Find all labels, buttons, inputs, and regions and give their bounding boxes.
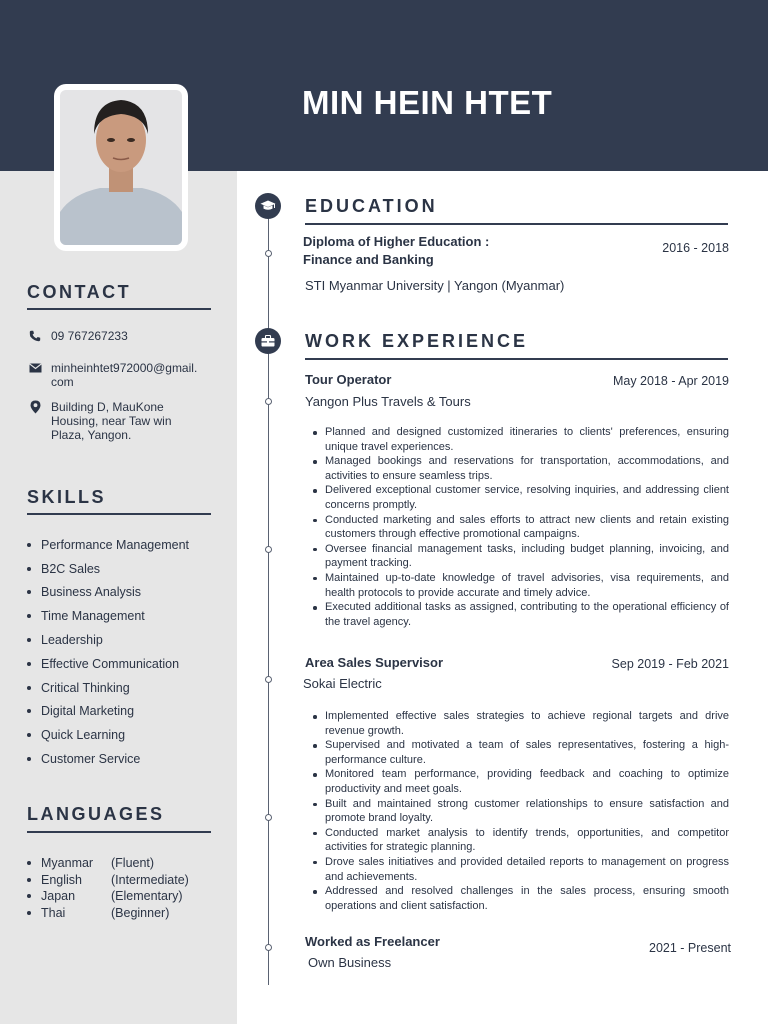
job-dates: 2021 - Present — [649, 941, 731, 955]
languages-list — [27, 855, 189, 921]
work-experience-heading: WORK EXPERIENCE — [305, 331, 529, 351]
responsibility-item: Planned and designed customized itineraries to clients' preferences, ensuring unique travel experiences. — [310, 425, 729, 454]
profile-photo — [60, 90, 182, 245]
job-title: Area Sales Supervisor — [305, 655, 444, 670]
timeline-dot — [265, 676, 272, 683]
email-line-2: com — [51, 375, 74, 389]
location-pin-icon — [27, 400, 43, 414]
skills-heading: SKILLS — [27, 487, 107, 507]
work-node — [255, 328, 281, 354]
skill-item: Leadership — [27, 628, 189, 652]
language-level: (Beginner) — [111, 905, 170, 920]
degree-line-2: Finance and Banking — [303, 252, 434, 267]
work-divider — [305, 358, 728, 360]
degree-title — [303, 233, 489, 269]
timeline-dot — [265, 546, 272, 553]
skills-divider — [27, 513, 211, 515]
responsibility-item: Conducted market analysis to identify trends, opportunities, and competitor activities for strategic planning. — [310, 826, 729, 855]
responsibility-item: Oversee financial management tasks, including budget planning, invoicing, and payment tracking. — [310, 542, 729, 571]
timeline-dot — [265, 250, 272, 257]
skill-item: Quick Learning — [27, 723, 189, 747]
address-line-3: Plaza, Yangon. — [51, 428, 132, 442]
timeline-dot — [265, 814, 272, 821]
address-line-2: Housing, near Taw win — [51, 414, 172, 428]
responsibility-item: Drove sales initiatives and provided detailed reports to management on progress and achievements. — [310, 855, 729, 884]
skill-item: Customer Service — [27, 747, 189, 771]
contact-phone — [27, 329, 217, 343]
responsibility-item: Delivered exceptional customer service, resolving inquiries, and addressing client concerns promptly. — [310, 483, 729, 512]
profile-photo-frame — [54, 84, 188, 251]
language-level: (Intermediate) — [111, 872, 189, 887]
phone-text: 09 767267233 — [51, 329, 128, 343]
skill-item: Critical Thinking — [27, 676, 189, 700]
skill-item: Business Analysis — [27, 581, 189, 605]
responsibility-item: Conducted marketing and sales efforts to attract new clients and retain existing customers through effective promotional campaigns. — [310, 513, 729, 542]
address-line-1: Building D, MauKone — [51, 400, 164, 414]
responsibility-item: Built and maintained strong customer relationships to ensure satisfaction and promote brand loyalty. — [310, 797, 729, 826]
job-title: Worked as Freelancer — [305, 934, 440, 949]
language-item — [27, 855, 189, 872]
education-divider — [305, 223, 728, 225]
timeline-dot — [265, 944, 272, 951]
timeline-line — [268, 205, 269, 985]
skill-item: B2C Sales — [27, 557, 189, 581]
responsibility-item: Managed bookings and reservations for transportation, accommodations, and activities to ensure seamless trips. — [310, 454, 729, 483]
job-company: Sokai Electric — [303, 676, 382, 691]
skill-item: Digital Marketing — [27, 700, 189, 724]
job-dates: May 2018 - Apr 2019 — [612, 374, 729, 388]
skills-list — [27, 533, 189, 771]
job-company: Own Business — [308, 955, 392, 970]
timeline-dot — [265, 398, 272, 405]
contact-divider — [27, 308, 211, 310]
candidate-name: MIN HEIN HTET — [302, 84, 553, 121]
language-name: Myanmar — [41, 856, 94, 871]
responsibility-item: Maintained up-to-date knowledge of travel advisories, visa requirements, and health protocols to provide accurate and timely advice. — [310, 571, 729, 600]
job-responsibilities — [310, 709, 729, 913]
job-responsibilities — [310, 425, 729, 629]
skill-item: Effective Communication — [27, 652, 189, 676]
language-name: English — [41, 872, 82, 887]
job-dates: Sep 2019 - Feb 2021 — [611, 657, 729, 671]
language-item — [27, 888, 189, 905]
phone-icon — [27, 329, 43, 343]
briefcase-icon — [261, 335, 275, 347]
languages-heading: LANGUAGES — [27, 804, 165, 824]
languages-divider — [27, 831, 211, 833]
skill-item: Time Management — [27, 604, 189, 628]
language-item — [27, 905, 189, 922]
job-company: Yangon Plus Travels & Tours — [305, 394, 471, 409]
responsibility-item: Addressed and resolved challenges in the sales process, ensuring smooth operations and client satisfaction. — [310, 884, 729, 913]
school-name: STI Myanmar University | Yangon (Myanmar) — [305, 278, 565, 293]
skill-item: Performance Management — [27, 533, 189, 557]
language-name: Thai — [41, 905, 66, 920]
education-heading: EDUCATION — [305, 196, 438, 216]
language-level: (Fluent) — [111, 856, 155, 871]
responsibility-item: Implemented effective sales strategies to achieve regional targets and drive revenue growth. — [310, 709, 729, 738]
contact-address — [27, 400, 217, 442]
responsibility-item: Executed additional tasks as assigned, contributing to the operational efficiency of the travel agency. — [310, 600, 729, 629]
graduation-cap-icon — [260, 200, 276, 212]
education-node — [255, 193, 281, 219]
email-icon — [27, 361, 43, 375]
degree-line-1: Diploma of Higher Education : — [303, 234, 490, 249]
email-line-1: minheinhtet972000@gmail. — [51, 361, 198, 375]
contact-email — [27, 361, 217, 389]
responsibility-item: Supervised and motivated a team of sales representatives, fostering a high-performance culture. — [310, 738, 729, 767]
language-item — [27, 872, 189, 889]
education-dates: 2016 - 2018 — [662, 241, 729, 255]
contact-heading: CONTACT — [27, 282, 132, 302]
language-level: (Elementary) — [111, 889, 183, 904]
language-name: Japan — [41, 889, 76, 904]
responsibility-item: Monitored team performance, providing feedback and coaching to optimize productivity and meet goals. — [310, 767, 729, 796]
job-title: Tour Operator — [305, 372, 392, 387]
